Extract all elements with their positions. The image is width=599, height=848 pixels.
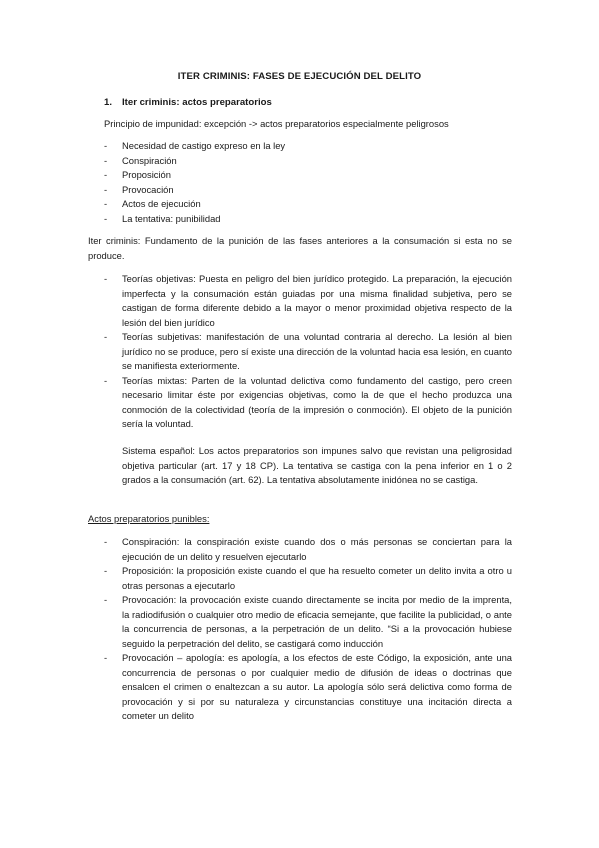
section-number: 1. <box>104 97 113 108</box>
list-item: - Teorías objetivas: Puesta en peligro del bien jurídico protegido. La preparación, la ejecución imperfecta y la consumación están guiadas por una misma finalidad subjetiva, pero se castigan de forma diferente debido a la mayor o menor proximidad objetiva respecto de la lesión del bien jurídico <box>104 272 512 330</box>
section-label: Iter criminis: actos preparatorios <box>122 97 272 108</box>
section-heading <box>104 96 272 111</box>
fundamento-paragraph: Iter criminis: Fundamento de la punición de las fases anteriores a la consumación si esta no se produce. <box>88 235 512 261</box>
sistema-paragraph: Sistema español: Los actos preparatorios son impunes salvo que revistan una peligrosidad objetiva particular (art. 17 y 18 CP). La tentativa se castiga con la pena inferior en 1 o 2 grados a la consumación (art. 62). La tentativa absolutamente inidónea no se castiga. <box>122 445 512 485</box>
list-item: - Actos de ejecución <box>104 197 512 212</box>
list-item: - La tentativa: punibilidad <box>104 212 512 227</box>
list-item: - Teorías subjetivas: manifestación de una voluntad contraria al derecho. La lesión al bien jurídico no se produce, pero sí existe una dirección de la voluntad hacia esa lesión, en cuanto se manifiesta exteriormente. <box>104 330 512 374</box>
list-item: - Proposición <box>104 168 512 183</box>
list-item: - Provocación <box>104 183 512 198</box>
punibles-list <box>104 535 512 724</box>
principle-paragraph: Principio de impunidad: excepción -> actos preparatorios especialmente peligrosos <box>104 118 449 129</box>
list-item: - Provocación: la provocación existe cuando directamente se incita por medio de la imprenta, la radiodifusión o cualquier otro medio de eficacia semejante, que facilite la publicidad, o ante la concurrencia de personas, a la perpetración de un delito. “Si a la provocación hubiese seguido la perpetración del delito, se castigará como inducción <box>104 593 512 651</box>
punibles-heading: Actos preparatorios punibles: <box>88 513 210 524</box>
theories-list <box>104 272 512 432</box>
list-item: - Conspiración: la conspiración existe cuando dos o más personas se conciertan para la ejecución de un delito y resuelven ejecutarlo <box>104 535 512 564</box>
document-title: ITER CRIMINIS: FASES DE EJECUCIÓN DEL DELITO <box>177 71 422 82</box>
list-item: - Conspiración <box>104 154 512 169</box>
list-item: - Proposición: la proposición existe cuando el que ha resuelto cometer un delito invita a otro u otras personas a ejecutarlo <box>104 564 512 593</box>
list-item: - Necesidad de castigo expreso en la ley <box>104 139 512 154</box>
list-item: - Teorías mixtas: Parten de la voluntad delictiva como fundamento del castigo, pero creen necesario limitar éste por exigencias objetivas, como la de que el hecho produzca una conmoción de la colectividad (teoría de la impresión o conmoción). El objeto de la punición sería la voluntad. <box>104 374 512 432</box>
principle-list <box>104 139 512 226</box>
list-item: - Provocación – apología: es apología, a los efectos de este Código, la exposición, ante una concurrencia de personas o por cualquier medio de difusión de ideas o doctrinas que ensalcen el crimen o enaltezcan a su autor. La apología sólo será delictiva como forma de provocación y si por su naturaleza y circunstancias constituye una incitación directa a cometer un delito <box>104 651 512 724</box>
